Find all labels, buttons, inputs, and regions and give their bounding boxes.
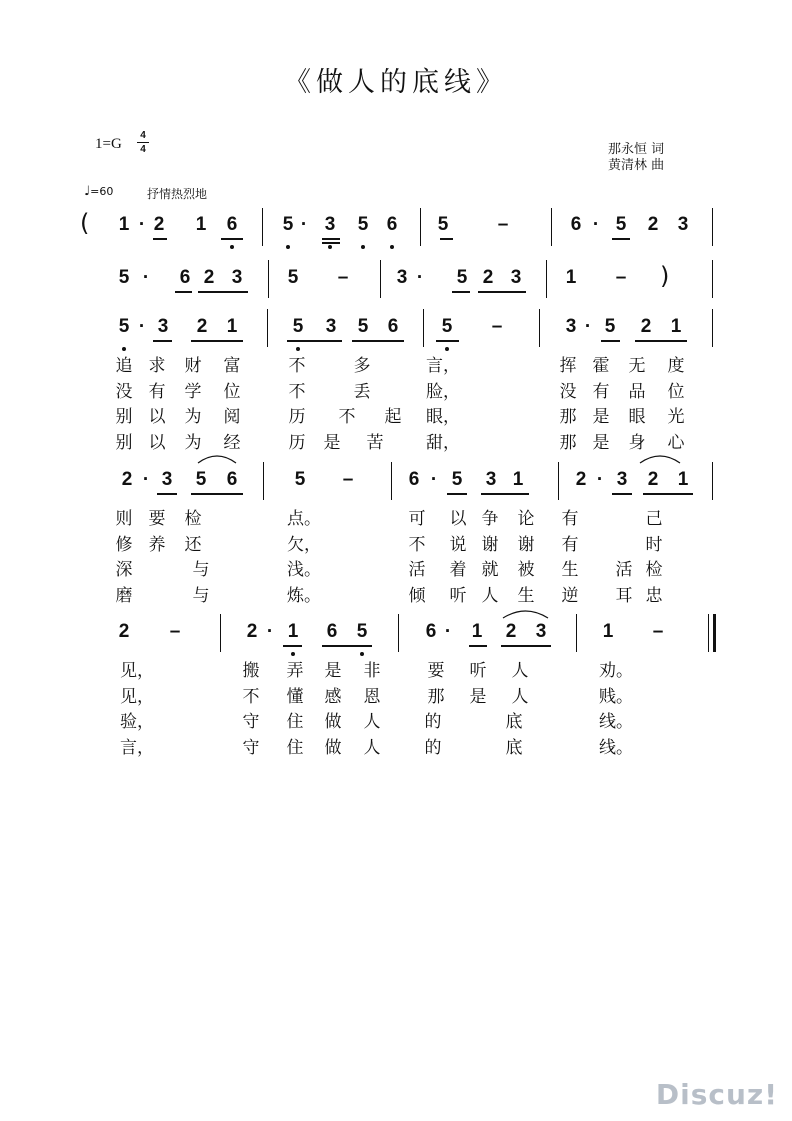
octave-dot-below xyxy=(445,347,449,351)
lyric-char: 还 xyxy=(184,534,202,555)
slur-curve xyxy=(198,456,236,463)
lyric-char: 是 xyxy=(469,686,487,707)
bar-line xyxy=(551,208,552,246)
lyric-char: 弄 xyxy=(286,661,304,681)
key-signature: 1=G xyxy=(95,136,122,152)
lyric-char: 线。 xyxy=(599,712,633,732)
lyric-char: 位 xyxy=(223,381,241,402)
lyric-char: 光 xyxy=(667,407,685,427)
lyric-char: 人 xyxy=(511,661,529,681)
lyric-char: 浅。 xyxy=(287,560,321,580)
lyric-char: 人 xyxy=(363,737,381,758)
sustain-dash: – xyxy=(497,214,509,235)
dot-rhythm: · xyxy=(142,469,150,490)
lyric-char: 眼， xyxy=(426,407,460,427)
dot-rhythm: · xyxy=(300,214,308,235)
intro-paren-open: ( xyxy=(80,209,90,237)
rhythm-underline xyxy=(322,242,340,244)
lyric-char: 己 xyxy=(645,509,663,529)
lyric-char: 霍 xyxy=(592,356,610,376)
slur-curve xyxy=(640,456,680,463)
lyric-char: 活 xyxy=(615,560,633,580)
bar-line xyxy=(391,462,392,500)
jianpu-note: 5 xyxy=(287,267,299,288)
lyric-char: 是 xyxy=(592,432,610,453)
lyric-char: 见， xyxy=(120,661,154,681)
rhythm-underline xyxy=(191,493,243,495)
lyric-char: 是 xyxy=(592,407,610,427)
lyric-char: 谢 xyxy=(481,534,499,555)
lyric-char: 要 xyxy=(427,661,445,681)
bar-line xyxy=(268,260,269,298)
time-signature xyxy=(137,130,149,155)
lyric-char: 欠， xyxy=(287,534,321,555)
jianpu-note: 2 xyxy=(647,214,659,235)
composer-credit: 黄清林 曲 xyxy=(608,158,665,173)
lyric-char: 没 xyxy=(559,381,577,402)
octave-dot-below xyxy=(230,245,234,249)
jianpu-note: 1 xyxy=(226,316,238,337)
lyric-char: 眼 xyxy=(628,407,646,427)
lyric-char: 以 xyxy=(148,432,166,453)
lyric-char: 贱。 xyxy=(599,686,633,707)
slur-curve xyxy=(503,611,548,618)
lyric-char: 甜， xyxy=(426,432,460,453)
rhythm-underline xyxy=(153,340,172,342)
jianpu-note: 5 xyxy=(437,214,449,235)
lyric-char: 忠 xyxy=(645,585,663,606)
lyric-char: 懂 xyxy=(286,686,304,707)
jianpu-note: 5 xyxy=(282,214,294,235)
lyric-char: 养 xyxy=(148,534,166,555)
jianpu-note: 3 xyxy=(485,469,497,490)
jianpu-note: 2 xyxy=(246,621,258,642)
octave-dot-below xyxy=(296,347,300,351)
jianpu-note: 6 xyxy=(408,469,420,490)
lyric-char: 底 xyxy=(505,712,523,732)
intro-paren-close: ) xyxy=(660,262,670,290)
jianpu-note: 3 xyxy=(510,267,522,288)
lyric-char: 守 xyxy=(242,712,260,732)
lyric-char: 验， xyxy=(120,712,154,732)
lyric-char: 那 xyxy=(559,432,577,453)
jianpu-note: 3 xyxy=(231,267,243,288)
expression-mark: 抒情热烈地 xyxy=(147,187,208,201)
rhythm-underline xyxy=(322,238,340,240)
lyric-char: 修 xyxy=(115,534,133,555)
octave-dot-below xyxy=(122,347,126,351)
jianpu-note: 2 xyxy=(203,267,215,288)
bar-line xyxy=(546,260,547,298)
bar-line xyxy=(263,462,264,500)
jianpu-note: 3 xyxy=(324,214,336,235)
slur-mark xyxy=(196,451,238,465)
lyric-char: 线。 xyxy=(599,737,633,758)
rhythm-underline xyxy=(469,645,487,647)
jianpu-note: 2 xyxy=(118,621,130,642)
lyric-char: 的 xyxy=(424,737,442,758)
jianpu-note: 6 xyxy=(570,214,582,235)
lyric-char: 身 xyxy=(628,432,646,453)
lyric-char: 不 xyxy=(338,407,356,427)
dot-rhythm: · xyxy=(596,469,604,490)
lyric-char: 检 xyxy=(184,509,202,529)
sustain-dash: – xyxy=(169,621,181,642)
rhythm-underline xyxy=(612,493,632,495)
jianpu-note: 1 xyxy=(287,621,299,642)
rhythm-underline xyxy=(643,493,693,495)
lyric-char: 不 xyxy=(408,534,426,555)
lyric-char: 品 xyxy=(628,381,646,402)
lyric-char: 论 xyxy=(517,509,535,529)
jianpu-note: 5 xyxy=(615,214,627,235)
jianpu-note: 5 xyxy=(357,214,369,235)
jianpu-note: 5 xyxy=(294,469,306,490)
lyric-char: 有 xyxy=(148,381,166,402)
jianpu-note: 3 xyxy=(396,267,408,288)
lyric-char: 炼。 xyxy=(287,585,321,606)
jianpu-note: 5 xyxy=(357,316,369,337)
page-title: 《做人的底线》 xyxy=(284,67,508,98)
jianpu-note: 3 xyxy=(616,469,628,490)
lyric-char: 争 xyxy=(481,509,499,529)
rhythm-underline xyxy=(352,340,404,342)
octave-dot-below xyxy=(328,245,332,249)
jianpu-note: 2 xyxy=(505,621,517,642)
lyric-char: 生 xyxy=(517,585,535,606)
rhythm-underline xyxy=(153,238,167,240)
jianpu-note: 1 xyxy=(602,621,614,642)
lyricist-credit: 那永恒 词 xyxy=(608,142,665,157)
rhythm-underline xyxy=(612,238,630,240)
tempo-mark xyxy=(84,184,113,199)
bar-line xyxy=(713,614,716,652)
time-signature-bottom: 4 xyxy=(140,144,146,155)
bar-line xyxy=(712,208,713,246)
bar-line xyxy=(220,614,221,652)
jianpu-note: 6 xyxy=(425,621,437,642)
lyric-char: 磨 xyxy=(115,585,133,606)
lyric-char: 经 xyxy=(223,432,241,453)
lyric-char: 就 xyxy=(481,560,499,580)
lyric-char: 那 xyxy=(559,407,577,427)
jianpu-note: 6 xyxy=(326,621,338,642)
lyric-char: 度 xyxy=(667,356,685,376)
lyric-char: 有 xyxy=(592,381,610,402)
jianpu-note: 5 xyxy=(356,621,368,642)
octave-dot-below xyxy=(361,245,365,249)
dot-rhythm: · xyxy=(584,316,592,337)
octave-dot-below xyxy=(291,652,295,656)
dot-rhythm: · xyxy=(592,214,600,235)
jianpu-note: 3 xyxy=(535,621,547,642)
lyric-char: 不 xyxy=(288,381,306,402)
bar-line xyxy=(712,309,713,347)
jianpu-note: 3 xyxy=(325,316,337,337)
jianpu-note: 6 xyxy=(179,267,191,288)
jianpu-note: 1 xyxy=(471,621,483,642)
jianpu-note: 5 xyxy=(195,469,207,490)
octave-dot-below xyxy=(390,245,394,249)
rhythm-underline xyxy=(436,340,459,342)
bar-line xyxy=(423,309,424,347)
jianpu-note: 2 xyxy=(196,316,208,337)
lyric-char: 丢 xyxy=(353,381,371,402)
sustain-dash: – xyxy=(342,469,354,490)
octave-dot-below xyxy=(360,652,364,656)
rhythm-underline xyxy=(478,291,526,293)
bar-line xyxy=(380,260,381,298)
jianpu-note: 1 xyxy=(195,214,207,235)
slur-mark xyxy=(638,451,682,465)
dot-rhythm: · xyxy=(444,621,452,642)
dot-rhythm: · xyxy=(138,214,146,235)
rhythm-underline xyxy=(440,238,453,240)
bar-line xyxy=(267,309,268,347)
rhythm-underline xyxy=(601,340,620,342)
sustain-dash: – xyxy=(615,267,627,288)
jianpu-note: 6 xyxy=(386,214,398,235)
rhythm-underline xyxy=(501,645,551,647)
bar-line xyxy=(712,260,713,298)
quarter-note-icon: ♩ xyxy=(84,184,91,199)
sustain-dash: – xyxy=(491,316,503,337)
lyric-char: 守 xyxy=(242,737,260,758)
lyric-char: 非 xyxy=(363,661,381,681)
lyric-char: 没 xyxy=(115,381,133,402)
sustain-dash: – xyxy=(652,621,664,642)
lyric-char: 与 xyxy=(192,585,210,606)
jianpu-note: 1 xyxy=(118,214,130,235)
jianpu-note: 1 xyxy=(512,469,524,490)
lyric-char: 底 xyxy=(505,737,523,758)
lyric-char: 起 xyxy=(384,407,402,427)
jianpu-note: 5 xyxy=(118,316,130,337)
lyric-char: 言， xyxy=(120,737,154,758)
lyric-char: 言， xyxy=(426,356,460,376)
dot-rhythm: · xyxy=(138,316,146,337)
bar-line xyxy=(539,309,540,347)
jianpu-note: 3 xyxy=(677,214,689,235)
lyric-char: 恩 xyxy=(363,686,381,707)
lyric-char: 多 xyxy=(353,356,371,376)
watermark-logo: Discuz! xyxy=(655,1078,778,1111)
rhythm-underline xyxy=(481,493,529,495)
tempo-value: =60 xyxy=(90,185,114,198)
lyric-char: 住 xyxy=(286,737,304,758)
lyric-char: 倾 xyxy=(408,585,426,606)
lyric-char: 别 xyxy=(115,407,133,427)
jianpu-note: 5 xyxy=(292,316,304,337)
lyric-char: 人 xyxy=(511,686,529,707)
jianpu-note: 3 xyxy=(565,316,577,337)
bar-line xyxy=(558,462,559,500)
rhythm-underline xyxy=(175,291,192,293)
lyric-char: 的 xyxy=(424,712,442,732)
rhythm-underline xyxy=(322,645,372,647)
lyric-char: 求 xyxy=(148,356,166,376)
rhythm-underline xyxy=(198,291,248,293)
lyric-char: 搬 xyxy=(242,661,260,681)
jianpu-note: 2 xyxy=(153,214,165,235)
octave-dot-below xyxy=(286,245,290,249)
lyric-char: 财 xyxy=(184,356,202,376)
jianpu-note: 2 xyxy=(482,267,494,288)
dot-rhythm: · xyxy=(142,267,150,288)
jianpu-note: 6 xyxy=(226,469,238,490)
bar-line xyxy=(398,614,399,652)
bar-line xyxy=(420,208,421,246)
lyric-char: 不 xyxy=(242,686,260,707)
lyric-char: 有 xyxy=(561,534,579,555)
jianpu-note: 5 xyxy=(118,267,130,288)
jianpu-note: 3 xyxy=(157,316,169,337)
bar-line xyxy=(262,208,263,246)
lyric-char: 生 xyxy=(561,560,579,580)
lyric-char: 做 xyxy=(324,737,342,758)
lyric-char: 脸， xyxy=(426,381,460,402)
rhythm-underline xyxy=(287,340,342,342)
dot-rhythm: · xyxy=(266,621,274,642)
lyric-char: 以 xyxy=(148,407,166,427)
lyric-char: 住 xyxy=(286,712,304,732)
lyric-char: 人 xyxy=(363,712,381,732)
lyric-char: 追 xyxy=(115,356,133,376)
lyric-char: 有 xyxy=(561,509,579,529)
bar-line xyxy=(708,614,709,652)
lyric-char: 检 xyxy=(645,560,663,580)
dot-rhythm: · xyxy=(430,469,438,490)
lyric-char: 学 xyxy=(184,381,202,402)
lyric-char: 见， xyxy=(120,686,154,707)
lyric-char: 则 xyxy=(115,509,133,529)
lyric-char: 历 xyxy=(288,407,306,427)
jianpu-note: 2 xyxy=(640,316,652,337)
jianpu-note: 5 xyxy=(604,316,616,337)
lyric-char: 阅 xyxy=(223,407,241,427)
lyric-char: 挥 xyxy=(559,356,577,376)
rhythm-underline xyxy=(157,493,177,495)
lyric-char: 历 xyxy=(288,432,306,453)
rhythm-underline xyxy=(283,645,302,647)
lyric-char: 点。 xyxy=(287,509,321,529)
jianpu-note: 1 xyxy=(677,469,689,490)
lyric-char: 说 xyxy=(449,534,467,555)
jianpu-note: 2 xyxy=(575,469,587,490)
jianpu-note: 6 xyxy=(226,214,238,235)
slur-mark xyxy=(501,606,550,620)
lyric-char: 那 xyxy=(427,686,445,707)
lyric-char: 位 xyxy=(667,381,685,402)
lyric-char: 感 xyxy=(324,686,342,707)
jianpu-note: 2 xyxy=(647,469,659,490)
lyric-char: 谢 xyxy=(517,534,535,555)
jianpu-note: 6 xyxy=(387,316,399,337)
lyric-char: 以 xyxy=(449,509,467,529)
lyric-char: 是 xyxy=(324,661,342,681)
bar-line xyxy=(712,462,713,500)
lyric-char: 劝。 xyxy=(599,661,633,681)
lyric-char: 逆 xyxy=(561,585,579,606)
lyric-char: 为 xyxy=(184,432,202,453)
lyric-char: 可 xyxy=(408,509,426,529)
rhythm-underline xyxy=(191,340,243,342)
jianpu-note: 3 xyxy=(161,469,173,490)
lyric-char: 深 xyxy=(115,560,133,580)
lyric-char: 时 xyxy=(645,534,663,555)
lyric-char: 着 xyxy=(449,560,467,580)
bar-line xyxy=(576,614,577,652)
lyric-char: 心 xyxy=(667,432,685,453)
lyric-char: 富 xyxy=(223,356,241,376)
jianpu-note: 1 xyxy=(565,267,577,288)
time-signature-top: 4 xyxy=(140,130,146,141)
lyric-char: 活 xyxy=(408,560,426,580)
jianpu-note: 5 xyxy=(441,316,453,337)
jianpu-note: 5 xyxy=(451,469,463,490)
lyric-char: 听 xyxy=(469,661,487,681)
lyric-char: 人 xyxy=(481,585,499,606)
lyric-char: 听 xyxy=(449,585,467,606)
rhythm-underline xyxy=(221,238,243,240)
rhythm-underline xyxy=(635,340,687,342)
lyric-char: 是 xyxy=(323,432,341,453)
lyric-char: 被 xyxy=(517,560,535,580)
rhythm-underline xyxy=(447,493,467,495)
jianpu-note: 5 xyxy=(456,267,468,288)
jianpu-note: 1 xyxy=(670,316,682,337)
jianpu-note: 2 xyxy=(121,469,133,490)
lyric-char: 苦 xyxy=(366,432,384,453)
lyric-char: 耳 xyxy=(615,585,633,606)
lyric-char: 要 xyxy=(148,509,166,529)
lyric-char: 无 xyxy=(628,356,646,376)
dot-rhythm: · xyxy=(416,267,424,288)
lyric-char: 与 xyxy=(192,560,210,580)
rhythm-underline xyxy=(452,291,470,293)
lyric-char: 不 xyxy=(288,356,306,376)
sustain-dash: – xyxy=(337,267,349,288)
lyric-char: 做 xyxy=(324,712,342,732)
lyric-char: 别 xyxy=(115,432,133,453)
lyric-char: 为 xyxy=(184,407,202,427)
